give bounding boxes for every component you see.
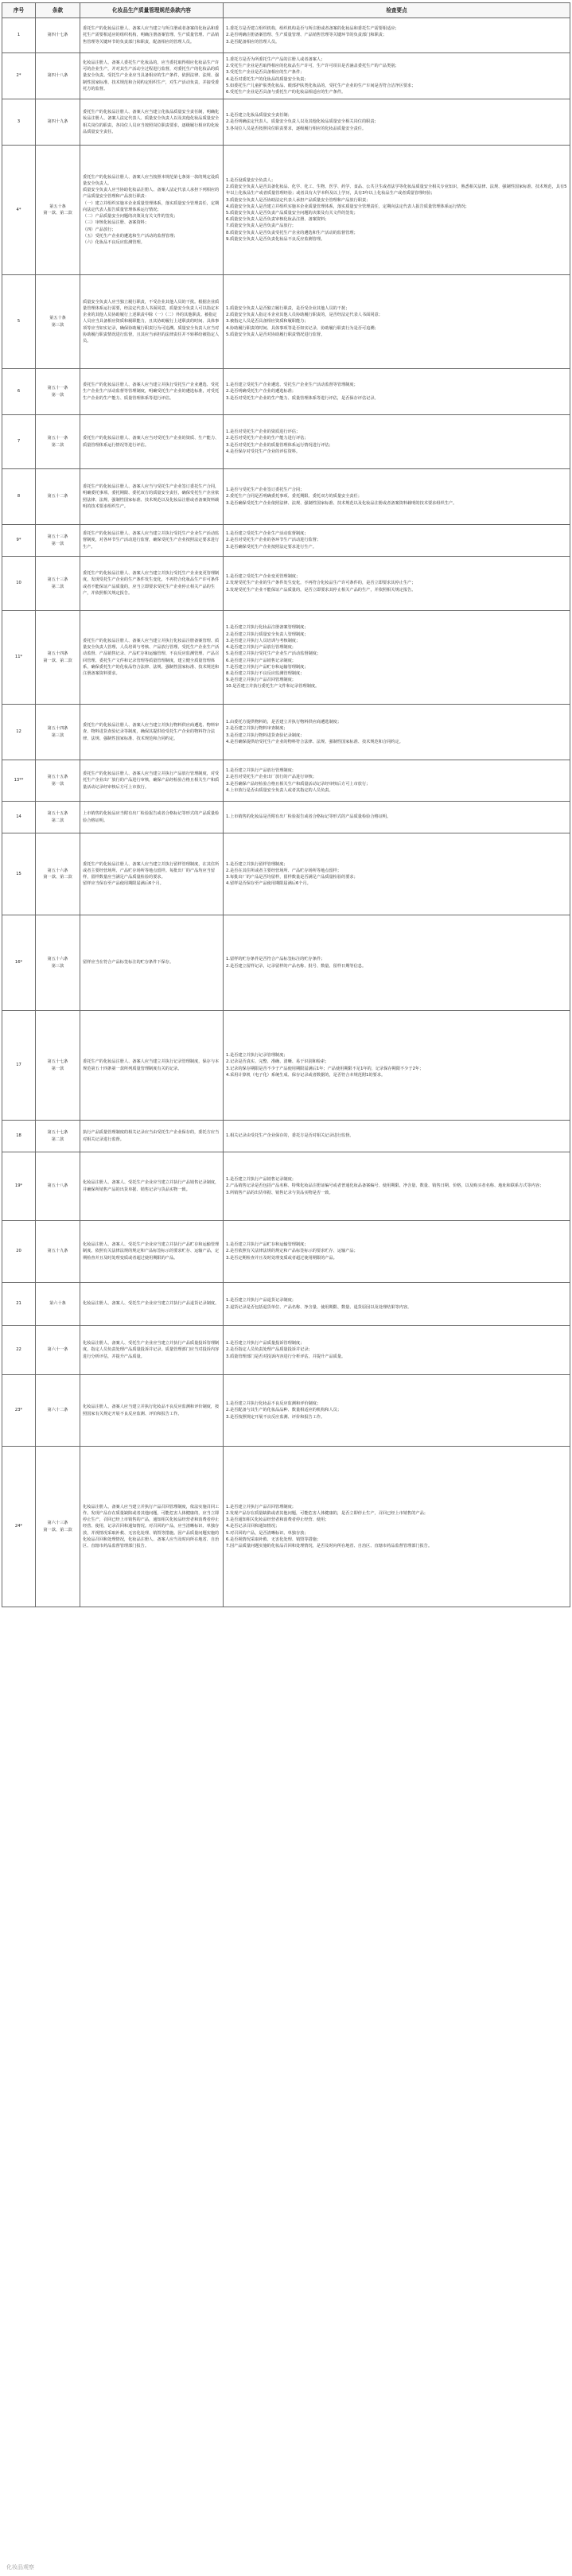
row-article: 第五十条 第一款、第二款 (36, 146, 80, 275)
inspection-point: 1.是否建立受托生产企业生产活动监督制度； (226, 531, 309, 537)
row-regulation-content (80, 1011, 224, 1121)
table-row (2, 469, 570, 525)
table-row (2, 1447, 570, 1607)
table-row (2, 275, 570, 369)
regulation-paragraph: 化妆品注册人、备案人应当建立并执行产品召回管理制度，依法实施召回工作。发现产品存在质量缺陷或者其他问题，可能危害人体健康的，应当立即停止生产，召回已经上市销售的产品，通知相关化妆品经营者和消费者停止经营、使用，记录召回和通知情况。对召回的产品，应当清晰标识、单独存放，并视情况采取补救、无害化处理、销毁等措施。因产品质量问题实施的化妆品召回和处理情况，化妆品注册人、备案人应当及时向所在地省、自治区、直辖市药品监督管理部门报告。 (83, 1504, 220, 1548)
inspection-point: 2.是否建立留样记录，记录留样的产品名称、批号、数量、留样日期等信息。 (226, 963, 367, 969)
regulation-paragraph: 委托生产的化妆品注册人、备案人应当建立并执行留样管理制度，在其住所或者主要经营场所、产品贮存场所等地点留样。每批出厂的产品均应当留样，留样数量应当满足产品质量检验的要求。 (83, 861, 220, 880)
watermark-text: 化妆品观察 (6, 2564, 34, 2570)
regulation-paragraph: 委托生产的化妆品注册人、备案人应当建立并执行受托生产企业变更管理制度，发现受托生产企业的生产条件发生变化，不再符合化妆品生产许可条件或者不能保证产品质量的，应当立即要求受托生产企业停止相关产品的生产，并依照相关规定报告。 (83, 571, 220, 596)
row-article: 第六十二条 (36, 1375, 80, 1447)
regulation-paragraph: 执行产品质量管理制度的相关记录应当由受托生产企业保存的，委托方应当对相关记录进行监督。 (83, 1130, 220, 1142)
inspection-point: 3.是否确保产品经检验合格且相关生产和质量活动记录经审核后方可上市放行； (226, 781, 371, 787)
row-inspection-points (224, 415, 570, 469)
row-article: 第五十条 第三款 (36, 275, 80, 369)
row-serial-number: 12 (2, 705, 36, 760)
inspection-point: 1.是否设质量安全负责人； (226, 177, 276, 183)
row-article: 第五十四条 第一款、第二款 (36, 611, 80, 705)
regulation-paragraph: 化妆品注册人、备案人应当建立并执行化妆品不良反应监测和评价制度，按照国家有关规定开展不良反应监测、评价和报告工作。 (83, 1405, 220, 1416)
regulation-paragraph: 委托生产的化妆品注册人、备案人应当建立并执行记录管理制度，保存与本规范第五十四条第一款所列质量管理制度有关的记录。 (83, 1059, 220, 1071)
inspection-point: 6.质量安全负责人是否负责审核化妆品注册、备案资料； (226, 217, 329, 223)
inspection-point: 3.发现受托生产企业不能保证产品质量的，是否立即要求其停止相关产品的生产，并依照相关规定报告。 (226, 587, 416, 593)
inspection-point: 3.每批出厂的产品是否均留样，留样数量是否满足产品质量检验的要求； (226, 875, 358, 880)
table-row (2, 833, 570, 915)
row-inspection-points (224, 1326, 570, 1375)
row-article: 第五十六条 第一款、第二款 (36, 833, 80, 915)
regulation-paragraph: 上市销售的化妆品应当附有出厂检验报告或者合格标记等形式的产品质量检验合格证明。 (83, 811, 220, 823)
row-inspection-points (224, 557, 570, 611)
inspection-point: 2.是否对受托生产企业的生产能力进行评估； (226, 436, 309, 441)
inspection-point: 1.是否建立并执行化妆品不良反应监测和评价制度； (226, 1401, 321, 1407)
inspection-point: 2.是否在其住所或者主要经营场所、产品贮存场所等地点留样； (226, 868, 342, 873)
inspection-point: 9.质量安全负责人是否负责化妆品不良反应监测管理。 (226, 236, 325, 242)
table-header-row (2, 3, 570, 18)
regulation-paragraph: 化妆品注册人、备案人委托生产化妆品的，应当委托取得相应化妆品生产许可的企业生产，并对其生产活动全过程进行监督，对委托生产的化妆品的质量安全负责。受托生产企业应当具备相应的生产条件，依照法律、法规、强制性国家标准、技术规范和合同约定组织生产，对生产活动负责，并接受委托方的监督。 (83, 60, 220, 91)
table-row (2, 18, 570, 53)
inspection-point: 1.是否建立化妆品质量安全责任制； (226, 113, 292, 119)
regulation-paragraph: 委托生产的化妆品注册人、备案人应当与受托生产企业签订委托生产合同，明确委托事项、委托期限、委托双方的质量安全责任，确保受托生产企业依照法律、法规、强制性国家标准、技术规范以及化妆品注册或者备案资料载明的技术要求组织生产。 (83, 484, 220, 509)
row-inspection-points (224, 802, 570, 833)
row-inspection-points (224, 1011, 570, 1121)
inspection-point: 1.是否建立受托生产企业遴选、受托生产企业生产活动监督等管理制度； (226, 383, 358, 388)
row-serial-number: 9* (2, 525, 36, 557)
row-regulation-content (80, 1221, 224, 1283)
inspection-point: 3.是否通知相关化妆品经营者和消费者停止经营、使用； (226, 1517, 329, 1523)
row-regulation-content (80, 18, 224, 53)
inspection-point: 1.委托方是否为所委托生产产品的注册人或者备案人； (226, 56, 325, 62)
inspection-point: 2.是否指定人员负责处理产品质量投诉并记录； (226, 1347, 313, 1353)
row-serial-number: 7 (2, 415, 36, 469)
row-regulation-content (80, 802, 224, 833)
row-regulation-content (80, 146, 224, 275)
row-article: 第五十七条 第一款 (36, 1011, 80, 1121)
row-inspection-points (224, 146, 570, 275)
table-row (2, 760, 570, 802)
regulation-paragraph: （五）受托生产企业的遴选和生产活动的监督管理； (83, 233, 178, 239)
inspection-point: 3.是否确保受托生产企业依照法律、法规、强制性国家标准、技术规范以及化妆品注册或者备案资料载明的技术要求组织生产。 (226, 500, 457, 506)
inspection-table (2, 2, 570, 1607)
inspection-point: 1.相关记录由受托生产企业保存的，委托方是否对相关记录进行监督。 (226, 1133, 354, 1139)
inspection-point: 2.记录是否真实、完整、准确、清晰、易于识别和检索； (226, 1059, 329, 1065)
regulation-paragraph: 化妆品注册人、备案人、受托生产企业应当建立并执行产品贮存和运输管理制度。依照有关法律法规的规定和产品标签标示的要求贮存、运输产品，定期检查并且及时处理变质或者超过使用期限的产品。 (83, 1242, 220, 1261)
inspection-point: 4.是否记录召回和通知情况； (226, 1524, 280, 1529)
regulation-paragraph: 委托生产的化妆品注册人、备案人应当按照本规范第七条第一款的规定设质量安全负责人。 (83, 174, 220, 187)
row-serial-number: 16* (2, 915, 36, 1011)
row-regulation-content (80, 99, 224, 146)
row-inspection-points (224, 1152, 570, 1221)
inspection-point: 8.是否建立并执行不良反应监测管理制度； (226, 670, 305, 676)
inspection-point: 1.是否建立并执行留样管理制度； (226, 861, 288, 867)
inspection-point: 1.是否建立并执行产品贮存和运输管理制度； (226, 1242, 309, 1248)
table-row (2, 1221, 570, 1283)
regulation-paragraph: 委托生产的化妆品注册人、备案人应当建立化妆品质量安全责任制，明确化妆品注册人、备案人法定代表人、质量安全负责人以及其他化妆品质量安全相关岗位的职责，各岗位人员应当按照岗位职责要求，逐级履行相应的化妆品质量安全责任。 (83, 110, 220, 134)
inspection-point: 2.质量安全负责人指定本企业其他人员协助履行职责的，是否经法定代表人书面同意； (226, 313, 383, 318)
regulation-paragraph: 委托生产的化妆品注册人、备案人应当建立与所注册或者备案的化妆品和委托生产需要相适应的组织机构，明确注册备案管理、生产质量管理、产品销售管理等关键环节的负责部门和职责，配备相应的管理人员。 (83, 26, 220, 45)
row-serial-number: 22 (2, 1326, 36, 1375)
inspection-point: 6.是否视情况采取补救、无害化处理、销毁等措施； (226, 1537, 321, 1542)
table-row (2, 1121, 570, 1152)
row-inspection-points (224, 915, 570, 1011)
row-regulation-content (80, 525, 224, 557)
row-article: 第五十六条 第三款 (36, 915, 80, 1011)
row-regulation-content (80, 53, 224, 99)
regulation-paragraph: 委托生产的化妆品注册人、备案人应当建立并执行化妆品注册备案管理、质量安全负责人管理、人员培训与考核、产品放行管理、受托生产企业生产活动监督、产品销售记录、产品贮存和运输管理、不良反应监测管理、产品召回管理、委托生产文件和记录管理等质量管理制度，建立健全质量管理体系，确保委托生产的化妆品符合法律、法规、强制性国家标准、技术规范和注册备案资料要求。 (83, 638, 220, 676)
table-row (2, 525, 570, 557)
row-inspection-points (224, 705, 570, 760)
row-article: 第六十条 (36, 1283, 80, 1326)
table-row (2, 802, 570, 833)
inspection-point: 1.是否建立并执行产品放行管理制度； (226, 768, 296, 774)
inspection-point: 3.是否按照规定开展不良反应监测、评价和报告工作。 (226, 1414, 325, 1420)
inspection-point: 4.上市放行是否由质量安全负责人或者其指定的人员负责。 (226, 787, 333, 793)
row-serial-number: 19* (2, 1152, 36, 1221)
inspection-point: 3.是否确保受托生产企业按照法定要求进行生产。 (226, 544, 317, 550)
header-inspection-points: 检查要点 (224, 3, 570, 18)
inspection-point: 3.是否对受托生产企业的质量管理体系运行情况进行评估； (226, 442, 333, 448)
table-row (2, 415, 570, 469)
inspection-point: 2.是否对受托生产企业的各环节生产活动进行监督； (226, 538, 321, 543)
inspection-point: 2.是否明确法定代表人、质量安全负责人以及其他化妆品质量安全相关岗位的职责； (226, 119, 379, 125)
row-article: 第五十四条 第三款 (36, 705, 80, 760)
row-regulation-content (80, 557, 224, 611)
regulation-paragraph: 委托生产的化妆品注册人、备案人应当建立并执行受托生产企业生产活动监督制度，对各环节生产活动进行监督，确保受托生产企业按照法定要求进行生产。 (83, 531, 220, 550)
regulation-paragraph: （二）产品质量安全问题的决策及有关文件的签发； (83, 214, 178, 220)
row-article: 第五十五条 第二款 (36, 802, 80, 833)
inspection-point: 1.留样的贮存条件是否符合产品标签标注的贮存条件； (226, 957, 325, 962)
regulation-paragraph: 留样应当在符合产品标签标注的贮存条件下保存。 (83, 960, 174, 966)
row-article: 第五十九条 (36, 1221, 80, 1283)
regulation-paragraph: 委托生产的化妆品注册人、备案人应当建立并执行受托生产企业遴选、受托生产企业生产活动监督等管理制度，明确受托生产企业的遴选标准，对受托生产企业的生产能力、质量管理体系等进行评估。 (83, 383, 220, 401)
row-regulation-content (80, 469, 224, 525)
inspection-point: 10.是否建立并执行委托生产文件和记录管理制度。 (226, 684, 320, 690)
inspection-point: 2.是否建立并执行质量安全负责人管理制度； (226, 631, 309, 637)
regulation-paragraph: （一）建立并组织实施本企业质量管理体系，落实质量安全管理责任，定期向法定代表人报告质量管理体系运行情况； (83, 200, 220, 212)
row-article: 第六十一条 (36, 1326, 80, 1375)
row-inspection-points (224, 1447, 570, 1607)
inspection-point: 2.是否依照有关法律法规的规定和产品标签标示的要求贮存、运输产品； (226, 1249, 358, 1254)
inspection-point: 1.是否建立并执行产品召回管理制度； (226, 1504, 296, 1509)
row-regulation-content (80, 369, 224, 415)
inspection-point: 6.受托生产企业是否具备与委托生产的化妆品相适应的生产条件。 (226, 89, 346, 95)
row-serial-number: 20 (2, 1221, 36, 1283)
inspection-point: 4.是否确保提供给受托生产企业的物料符合法律、法规、强制性国家标准、技术规范和合同约定。 (226, 739, 403, 744)
table-row (2, 557, 570, 611)
row-inspection-points (224, 53, 570, 99)
table-row (2, 611, 570, 705)
inspection-point: 1.是否对受托生产企业的资质进行评估； (226, 429, 301, 435)
row-article: 第六十三条 第一款、第二款 (36, 1447, 80, 1607)
regulation-paragraph: 留样应当保存至产品使用期限届满后6个月。 (83, 881, 164, 887)
regulation-paragraph: 委托生产的化妆品注册人、备案人应当建立并执行物料供应商遴选、物料审查、物料进货查验记录等制度，确保其提供给受托生产企业的物料符合法律、法规、强制性国家标准、技术规范和合同约定。 (83, 723, 220, 741)
regulation-paragraph: 化妆品注册人、备案人、受托生产企业应当建立并执行产品销售记录制度，并确保所销售产品的出货单据、销售记录与货品实物一致。 (83, 1180, 220, 1192)
row-serial-number: 3 (2, 99, 36, 146)
inspection-point: 4.协助履行职责的时间、具体事项等是否如实记录，协助履行职责行为是否可追溯； (226, 325, 379, 331)
inspection-point: 3.被指定人员是否具备相应资质和履职能力； (226, 319, 309, 324)
inspection-point: 1.是否建立受托生产企业变更管理制度； (226, 574, 301, 580)
table-row (2, 99, 570, 146)
inspection-point: 8.质量安全负责人是否负责受托生产企业的遴选和生产活动的监督管理； (226, 230, 358, 235)
inspection-point: 3.是否对受托生产企业的生产能力、质量管理体系等进行评估，是否保存评估记录。 (226, 395, 379, 401)
header-serial-number: 序号 (2, 3, 36, 18)
row-article: 第五十五条 第一款 (36, 760, 80, 802)
row-serial-number: 5 (2, 275, 36, 369)
row-regulation-content (80, 1283, 224, 1326)
row-article: 第四十八条 (36, 53, 80, 99)
regulation-paragraph: 质量安全负责人应当协助化妆品注册人、备案人法定代表人承担下列相应的产品质量安全管理和产品放行职责： (83, 188, 220, 200)
inspection-point: 5.质量安全负责人是否对协助履行职责情况进行监督。 (226, 332, 325, 337)
inspection-point: 1.委托方是否建立组织机构，组织机构是否与所注册或者备案的化妆品和委托生产需要相适应； (226, 26, 399, 32)
row-serial-number: 21 (2, 1283, 36, 1326)
inspection-point: 6.是否建立并执行产品销售记录制度； (226, 658, 296, 663)
row-serial-number: 15 (2, 833, 36, 915)
inspection-point: 4.质量安全负责人是否建立并组织实施本企业质量管理体系，落实质量安全管理责任，定期向法定代表人报告质量管理体系运行情况； (226, 204, 469, 209)
inspection-point: 4.是否对委托生产的化妆品的质量安全负责； (226, 76, 309, 82)
regulation-paragraph: （四）产品放行； (83, 227, 116, 232)
table-row (2, 705, 570, 760)
inspection-point: 2.是否明确受托生产企业的遴选标准； (226, 389, 296, 394)
inspection-point: 3.各岗位人员是否按照岗位职责要求，逐级履行相应的化妆品质量安全责任。 (226, 126, 367, 131)
inspection-point: 4.是否保存对受托生产企业的评估资料。 (226, 449, 301, 454)
table-row (2, 1326, 570, 1375)
inspection-point: 5.质量安全负责人是否负责产品质量安全问题的决策及有关文件的签发； (226, 211, 358, 216)
inspection-point: 5.如委托生产儿童护肤类化妆品、眼部护肤类化妆品的，受托生产企业的生产车间是否符合洁净区要求； (226, 83, 416, 88)
inspection-point: 3.是否定期检查并且及时处理变质或者超过使用期限的产品。 (226, 1255, 337, 1261)
table-row (2, 915, 570, 1011)
row-serial-number: 24* (2, 1447, 36, 1607)
header-regulation-content: 化妆品生产质量管理规范条款内容 (80, 3, 224, 18)
inspection-point: 3.是否建立并执行人员培训与考核制度； (226, 638, 301, 643)
row-serial-number: 17 (2, 1011, 36, 1121)
regulation-paragraph: （三）审核化妆品注册、备案资料； (83, 220, 150, 226)
row-article: 第五十七条 第二款 (36, 1121, 80, 1152)
inspection-point: 2.是否建立并执行物料审查制度； (226, 726, 288, 732)
inspection-point: 7.是否建立并执行产品贮存和运输管理制度； (226, 664, 309, 670)
row-article: 第五十二条 (36, 469, 80, 525)
header-article: 条款 (36, 3, 80, 18)
inspection-point: 2.受托生产企业是否取得相应的化妆品生产许可，生产许可项目是否涵盖委托生产的产品类别； (226, 64, 399, 69)
row-article: 第五十三条 第二款 (36, 557, 80, 611)
row-inspection-points (224, 833, 570, 915)
inspection-point: 1.质量安全负责人是否独立履行职责，是否受企业其他人员的干扰； (226, 305, 350, 311)
row-regulation-content (80, 415, 224, 469)
regulation-paragraph: 化妆品注册人、备案人、受托生产企业应当建立并执行产品质量投诉管理制度，指定人员负责处理产品质量投诉并记录。质量管理部门应当对投诉内容进行分析评估，并提升产品质量。 (83, 1341, 220, 1359)
table-row (2, 53, 570, 99)
row-serial-number: 10 (2, 557, 36, 611)
row-regulation-content (80, 1326, 224, 1375)
inspection-point: 1.是否建立并执行产品质量投诉管理制度； (226, 1341, 305, 1346)
row-serial-number: 14 (2, 802, 36, 833)
table-row (2, 1375, 570, 1447)
row-regulation-content (80, 915, 224, 1011)
inspection-point: 1.由委托方提供物料的，是否建立并执行物料供应商遴选制度； (226, 720, 342, 725)
row-inspection-points (224, 369, 570, 415)
regulation-paragraph: 委托生产的化妆品注册人、备案人应当对受托生产企业的资质、生产能力、质量管理体系运行情况等进行评估。 (83, 436, 220, 448)
inspection-point: 7.因产品质量问题实施的化妆品召回和处理情况，是否及时向所在地省、自治区、直辖市药品监督管理部门报告。 (226, 1544, 433, 1548)
row-article: 第五十八条 (36, 1152, 80, 1221)
inspection-point: 2.是否明确注册备案管理、生产质量管理、产品销售管理等关键环节的负责部门和职责； (226, 33, 387, 38)
inspection-point: 2.委托生产合同是否明确委托事项、委托期限、委托双方的质量安全责任； (226, 494, 362, 499)
row-inspection-points (224, 99, 570, 146)
regulation-paragraph: 化妆品注册人、备案人、受托生产企业应当建立并执行产品退货记录制度。 (83, 1301, 220, 1307)
inspection-point: 1.是否建立并执行产品退货记录制度； (226, 1298, 296, 1304)
inspection-point: 4.是否建立并执行产品放行管理制度； (226, 645, 296, 651)
regulation-paragraph: 质量安全负责人应当独立履行职责，不受企业其他人员的干扰。根据企业质量管理体系运行需要，经法定代表人书面同意，质量安全负责人可以指定本企业的其他人员协助履行上述职责中除（一）（二）外的其他职责。被指定人员应当具备相应资质和履职能力，且其协助履行上述职责的时间、具体事项等应当如实记录，确保协助履行职责行为可追溯。质量安全负责人应当对协助履行职责情况进行监督，且其应当承担的法律责任并不转移给被指定人员。 (83, 299, 220, 344)
inspection-point: 9.是否建立并执行产品召回管理制度； (226, 678, 296, 683)
row-serial-number: 6 (2, 369, 36, 415)
row-inspection-points (224, 525, 570, 557)
row-inspection-points (224, 1375, 570, 1447)
inspection-point: 4.采用计算机（电子化）系统生成、保存记录或者数据的，是否符合本规范附1的要求。 (226, 1072, 386, 1078)
row-inspection-points (224, 1283, 570, 1326)
row-regulation-content (80, 760, 224, 802)
row-regulation-content (80, 705, 224, 760)
row-regulation-content (80, 1447, 224, 1607)
row-serial-number: 8 (2, 469, 36, 525)
inspection-point: 3.受托生产企业是否具备相应的生产条件； (226, 70, 305, 76)
inspection-point: 2.产品销售记录是否包括产品名称、特殊化妆品注册证编号或者普通化妆品备案编号、使用期限、净含量、数量、销售日期、价格，以及购买者名称、地址和联系方式等内容； (226, 1183, 544, 1189)
row-inspection-points (224, 275, 570, 369)
row-inspection-points (224, 1221, 570, 1283)
row-serial-number: 18 (2, 1121, 36, 1152)
inspection-point: 7.质量安全负责人是否负责产品放行； (226, 223, 296, 229)
inspection-point: 5.是否建立并执行受托生产企业生产活动监督制度； (226, 651, 321, 657)
inspection-point: 2.发现受托生产企业的生产条件发生变化，不再符合化妆品生产许可条件的，是否立即要求其停止生产； (226, 581, 416, 586)
row-regulation-content (80, 611, 224, 705)
inspection-point: 3.记录的保存期限是否不少于产品使用期限届满后1年；产品使用期限不足1年的，记录保存期限不少于2年； (226, 1066, 424, 1071)
inspection-point: 2.退货记录是否包括退货单位、产品名称、净含量、使用期限、数量、退货原因以及处理结果等内容。 (226, 1304, 412, 1310)
row-regulation-content (80, 1152, 224, 1221)
inspection-point: 2.发现产品存在质量缺陷或者其他问题，可能危害人体健康的，是否立即停止生产，召回已经上市销售的产品； (226, 1510, 428, 1516)
row-inspection-points (224, 18, 570, 53)
row-regulation-content (80, 275, 224, 369)
row-inspection-points (224, 1121, 570, 1152)
row-serial-number: 11* (2, 611, 36, 705)
row-article: 第五十一条 第一款 (36, 369, 80, 415)
row-serial-number: 13** (2, 760, 36, 802)
row-regulation-content (80, 1375, 224, 1447)
inspection-point: 2.是否配备与其生产的化妆品品种、数量相适应的机构和人员； (226, 1408, 342, 1413)
inspection-point: 2.是否对受托生产企业出厂放行的产品进行审核； (226, 775, 317, 780)
row-inspection-points (224, 611, 570, 705)
row-serial-number: 2* (2, 53, 36, 99)
inspection-point: 1.是否建立并执行记录管理制度； (226, 1053, 288, 1059)
row-regulation-content (80, 1121, 224, 1152)
table-row (2, 369, 570, 415)
inspection-point: 3.所销售产品的出货单据、销售记录与货品实物是否一致。 (226, 1190, 333, 1195)
inspection-point: 5.对召回的产品，是否清晰标识、单独存放； (226, 1530, 309, 1536)
inspection-point: 1.上市销售的化妆品是否附有出厂检验报告或者合格标记等形式的产品质量检验合格证明。 (226, 814, 391, 820)
row-serial-number: 4* (2, 146, 36, 275)
inspection-point: 1.是否与受托生产企业签订委托生产合同； (226, 488, 305, 493)
inspection-point: 2.质量安全负责人是否具备化妆品、化学、化工、生物、医学、药学、食品、公共卫生或者法学等化妆品质量安全相关专业知识，熟悉相关法律、法规、强制性国家标准、技术规范，具有5年以上化妆品生产或者质量管理经验；或者具有大学本科及以上学历，具有3年以上化妆品生产或者质量管理经验； (226, 185, 567, 196)
row-inspection-points (224, 760, 570, 802)
row-article: 第四十七条 (36, 18, 80, 53)
inspection-point: 3.质量安全负责人是否协助法定代表人承担产品质量安全管理和产品放行职责； (226, 197, 371, 203)
row-article: 第五十一条 第二款 (36, 415, 80, 469)
regulation-paragraph: （六）化妆品不良反应监测管理。 (83, 239, 145, 245)
row-article: 第四十九条 (36, 99, 80, 146)
inspection-point: 3.是否建立并执行物料进货查验记录制度； (226, 732, 305, 738)
table-row (2, 1011, 570, 1121)
regulation-paragraph: 委托生产的化妆品注册人、备案人应当建立并执行产品放行管理制度，对受托生产企业出厂放行的产品进行审核，确保产品经检验合格且相关生产和质量活动记录经审核后方可上市放行。 (83, 771, 220, 790)
row-article: 第五十三条 第一款 (36, 525, 80, 557)
inspection-point: 3.质量管理部门是否对投诉内容进行分析评估，并提升产品质量。 (226, 1354, 346, 1359)
inspection-point: 1.是否建立并执行产品销售记录制度； (226, 1177, 296, 1183)
table-row (2, 1283, 570, 1326)
row-serial-number: 1 (2, 18, 36, 53)
table-row (2, 146, 570, 275)
inspection-point: 1.是否建立并执行化妆品注册备案管理制度； (226, 625, 309, 631)
row-serial-number: 23* (2, 1375, 36, 1447)
row-inspection-points (224, 469, 570, 525)
inspection-point: 3.是否配备相应的管理人员。 (226, 39, 280, 45)
table-row (2, 1152, 570, 1221)
row-regulation-content (80, 833, 224, 915)
inspection-point: 4.留样是否保存至产品使用期限届满后6个月。 (226, 881, 311, 887)
